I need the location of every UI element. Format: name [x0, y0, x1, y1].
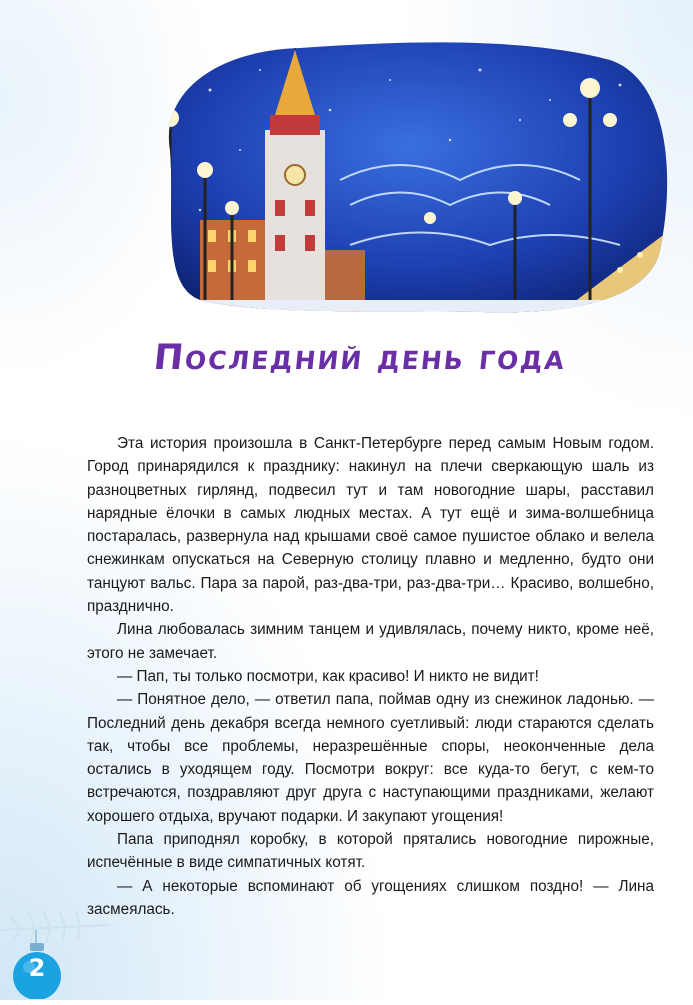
paragraph: — Пап, ты только посмотри, как красиво! И никто не видит!	[117, 667, 539, 685]
story-text	[87, 432, 654, 921]
winter-city-night-illustration	[150, 30, 670, 320]
paragraph: Лина любовалась зимним танцем и удивлялась, почему никто, кроме неё, этого не замечает.	[87, 621, 654, 662]
paragraph: Папа приподнял коробку, в которой прятались новогодние пирожные, испечённые в виде симпатичных котят.	[87, 831, 654, 872]
chapter-title: Последний день года	[151, 338, 569, 378]
paragraph: Эта история произошла в Санкт-Петербурге перед самым Новым годом. Город принарядился к празднику: накинул на плечи сверкающую шаль из разноцветных гирлянд, подвесил тут и там новогодние шары, расставил нарядные ёлочки в самых людных местах. А тут ещё и зима-волшебница постаралась, развернула над крышами своё самое пушистое облако и велела снежинкам опускаться на Северную столицу плавно и медленно, будто они танцуют вальс. Пара за парой, раз-два-три, раз-два-три… Красиво, волшебно, празднично.	[87, 435, 654, 616]
page-number: 2	[28, 954, 46, 982]
paragraph: — Понятное дело, — ответил папа, поймав одну из снежинок ладонью. — Последний день декабря всегда немного суетливый: люди стараются сделать так, чтобы все проблемы, неразрешённые споры, неоконченные дела остались в уходящем году. Посмотри вокруг: все куда-то бегут, с кем-то встречаются, поздравляют друг друга с наступающими праздниками, желают хорошего отдыха, вручают подарки. И закупают угощения!	[87, 691, 654, 825]
paragraph: — А некоторые вспоминают об угощениях слишком поздно! — Лина засмеялась.	[87, 877, 654, 918]
